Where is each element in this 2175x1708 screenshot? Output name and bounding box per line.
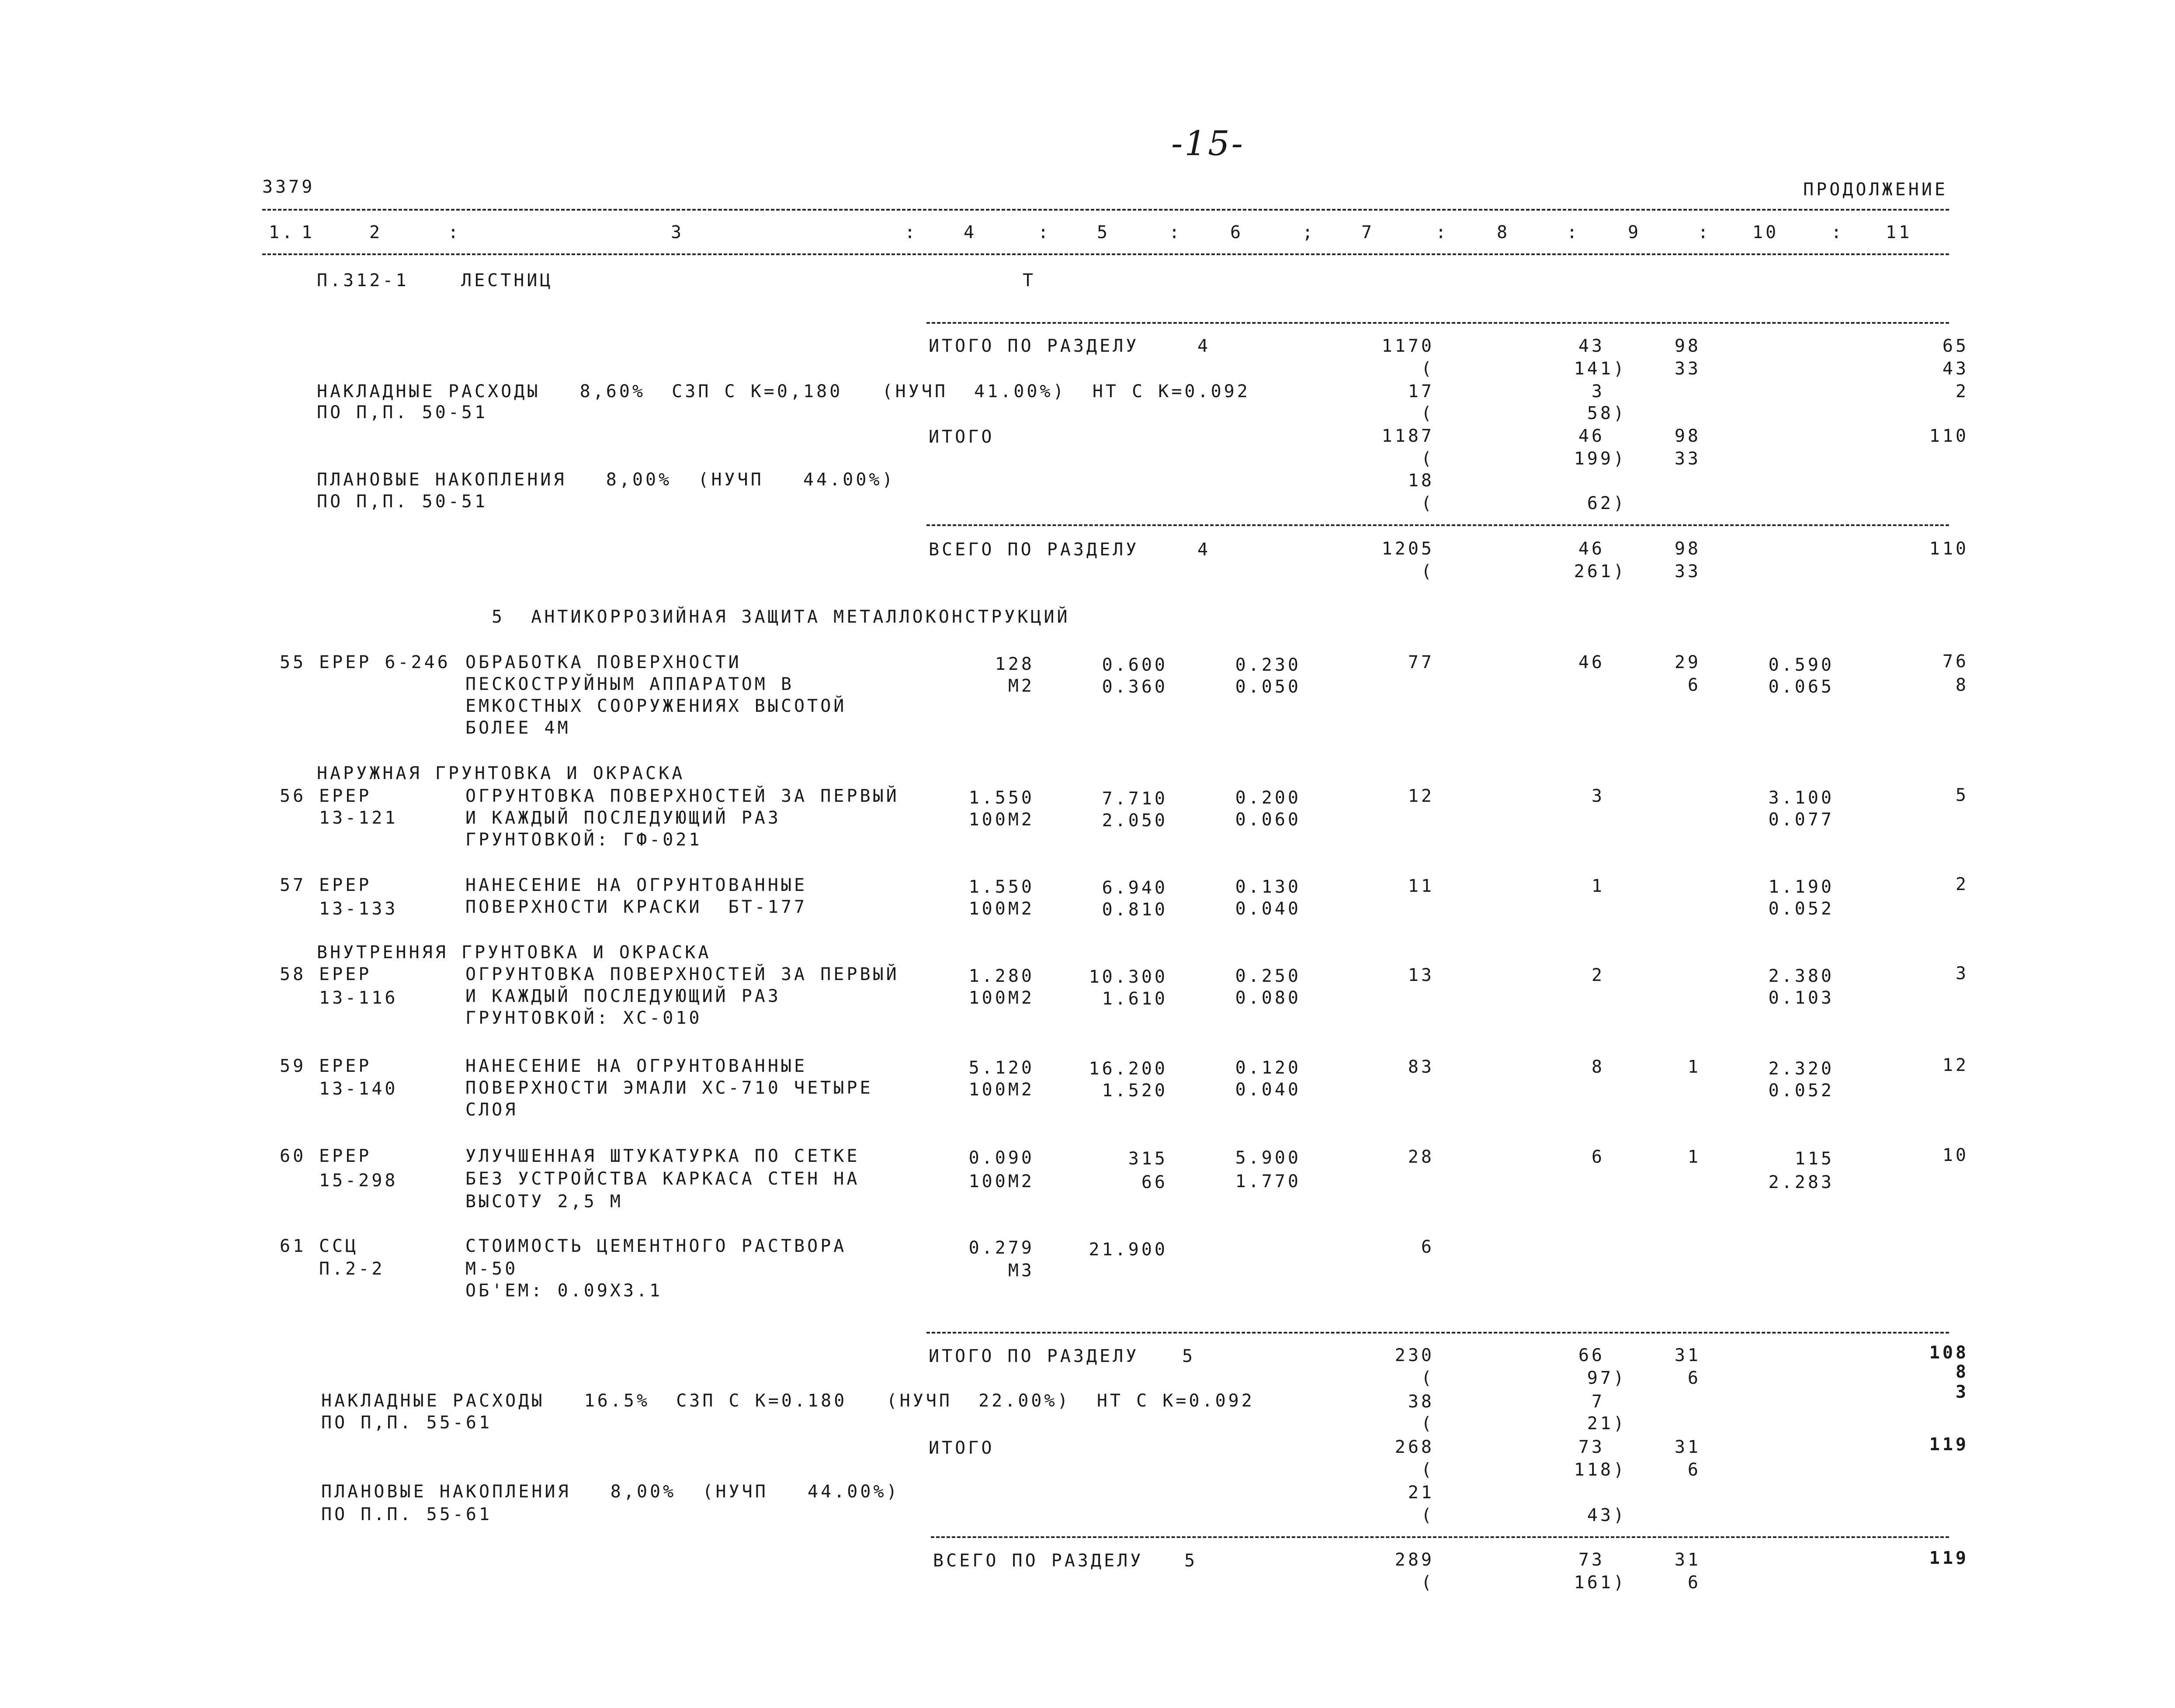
section4-planned-c7b: (	[1421, 493, 1434, 513]
row-c7: 83	[1408, 1057, 1434, 1077]
col-marker: 2	[369, 222, 383, 243]
col-marker: :	[1698, 222, 1711, 243]
row-unit: М3	[1008, 1261, 1034, 1281]
section5-total-c11: 119	[1929, 1548, 1969, 1568]
col-marker: :	[1831, 222, 1845, 243]
row-description: ОБРАБОТКА ПОВЕРХНОСТИ	[465, 652, 742, 672]
section5-itogo-c9: 31	[1674, 1345, 1701, 1365]
section4-total-number: 4	[1197, 540, 1211, 560]
row-c6: 0.040	[1235, 899, 1301, 919]
section5-title: 5 АНТИКОРРОЗИЙНАЯ ЗАЩИТА МЕТАЛЛОКОНСТРУКЦИЙ	[492, 607, 1070, 627]
row-quantity: 128	[995, 654, 1034, 674]
row-description: ПОВЕРХНОСТИ ЭМАЛИ ХС-710 ЧЕТЫРЕ	[465, 1078, 873, 1098]
section5-itogo-c8: 66	[1578, 1345, 1605, 1365]
section5-subtotal-c11: 119	[1929, 1434, 1969, 1455]
row-unit: 100М2	[968, 988, 1034, 1008]
section5-total-c7b: (	[1421, 1573, 1434, 1593]
row-c6: 0.130	[1235, 877, 1301, 897]
col-marker: :	[1436, 222, 1449, 243]
section4-subtotal-c8b: 199)	[1574, 449, 1627, 469]
row-c5: 7.710	[1102, 789, 1168, 809]
section4-overhead-ref: ПО П,П. 50-51	[317, 402, 488, 423]
section4-total-c9: 98	[1674, 539, 1701, 559]
row-c6: 5.900	[1235, 1148, 1301, 1168]
section4-subtotal-c8: 46	[1578, 426, 1605, 446]
section4-subtotal-label: ИТОГО	[929, 427, 995, 447]
row-c5: 0.360	[1102, 677, 1168, 697]
section5-total-label: ВСЕГО ПО РАЗДЕЛУ	[933, 1551, 1144, 1571]
section5-overhead-c7: 38	[1408, 1392, 1434, 1412]
row-c5: 2.050	[1102, 811, 1168, 831]
row-c5: 0.600	[1102, 655, 1168, 675]
section4-itogo-label: ИТОГО ПО РАЗДЕЛУ	[929, 336, 1139, 356]
section4-overhead-c8b: 58)	[1587, 403, 1627, 423]
row-c6: 1.770	[1235, 1171, 1301, 1192]
col-marker: 1	[302, 222, 315, 243]
row-description: ПОВЕРХНОСТИ КРАСКИ БТ-177	[465, 897, 808, 917]
section4-planned-c8b: 62)	[1587, 493, 1627, 513]
section5-subtotal-c7: 268	[1394, 1437, 1434, 1457]
row-quantity: 1.550	[968, 788, 1034, 808]
row-description: БОЛЕЕ 4М	[465, 718, 571, 738]
col-marker: 9	[1628, 222, 1641, 243]
section5-itogo-c11: 108	[1929, 1343, 1969, 1363]
row-unit: 100М2	[968, 1171, 1034, 1192]
col-marker: 4	[964, 222, 977, 243]
section4-overhead-c7b: (	[1421, 403, 1434, 423]
col-marker: :	[1567, 222, 1580, 243]
row-code: ССЦ	[319, 1236, 359, 1256]
section5-overhead-c7b: (	[1421, 1414, 1434, 1434]
top-fragment-code: П.312-1	[317, 270, 409, 291]
section4-subtotal-c7: 1187	[1381, 426, 1434, 446]
col-marker: 3	[671, 222, 684, 243]
section5-subtotal-c7b: (	[1421, 1460, 1434, 1480]
row-c10: 0.103	[1768, 988, 1834, 1008]
row-number: 59	[280, 1056, 306, 1076]
row-c8: 46	[1578, 652, 1605, 672]
row-c10: 3.100	[1768, 788, 1834, 808]
header-bottom-rule	[262, 253, 1949, 255]
row-c9: 1	[1687, 1057, 1701, 1077]
row-c6: 0.080	[1235, 988, 1301, 1008]
row-c9: 1	[1687, 1147, 1701, 1167]
section5-total-rule	[931, 1536, 1949, 1538]
section5-total-c8: 73	[1578, 1550, 1605, 1570]
section5-itogo-number: 5	[1182, 1346, 1196, 1366]
row-c8: 6	[1591, 1147, 1605, 1167]
section4-overhead-c7: 17	[1408, 381, 1434, 402]
subheading-outer-coating: НАРУЖНАЯ ГРУНТОВКА И ОКРАСКА	[317, 763, 685, 783]
section5-total-c8b: 161)	[1574, 1573, 1627, 1593]
row-c11: 76	[1942, 651, 1969, 672]
row-c11: 10	[1942, 1145, 1969, 1165]
row-c11: 2	[1955, 874, 1969, 894]
row-code: ЕРЕР	[319, 964, 372, 984]
row-code: ЕРЕР	[319, 1146, 372, 1166]
section4-totals-rule	[926, 322, 1949, 324]
row-c10: 0.590	[1768, 655, 1834, 675]
section4-total-c9b: 33	[1674, 561, 1701, 582]
section5-itogo-label: ИТОГО ПО РАЗДЕЛУ	[929, 1346, 1139, 1366]
row-c11: 5	[1955, 785, 1969, 805]
row-c7: 11	[1408, 876, 1434, 896]
handwritten-page-number: -15-	[1171, 124, 1245, 163]
row-quantity: 0.279	[968, 1238, 1034, 1258]
subheading-inner-coating: ВНУТРЕННЯЯ ГРУНТОВКА И ОКРАСКА	[317, 942, 711, 963]
row-c10: 0.052	[1768, 899, 1834, 919]
col-marker: 10	[1752, 222, 1779, 243]
section4-itogo-number: 4	[1197, 336, 1211, 356]
row-c5: 315	[1128, 1149, 1168, 1169]
section5-subtotal-c8: 73	[1578, 1437, 1605, 1457]
row-number: 55	[280, 652, 306, 672]
col-marker: 5	[1097, 222, 1110, 243]
row-c7: 77	[1408, 652, 1434, 672]
row-description: М-50	[465, 1259, 518, 1279]
row-c8: 1	[1591, 876, 1605, 896]
section5-totals-rule	[926, 1332, 1949, 1334]
section4-itogo-c9b: 33	[1674, 359, 1701, 379]
section4-itogo-c8b: 141)	[1574, 359, 1627, 379]
row-code: 13-116	[319, 988, 398, 1008]
row-c10: 1.190	[1768, 877, 1834, 897]
row-description: ОБ'ЕМ: 0.09Х3.1	[465, 1281, 663, 1301]
row-c8: 3	[1591, 786, 1605, 806]
section4-overhead-c11: 2	[1955, 381, 1969, 402]
row-c5: 10.300	[1089, 967, 1168, 987]
row-number: 56	[280, 786, 306, 806]
col-marker: :	[1038, 222, 1051, 243]
row-code: ЕРЕР	[319, 786, 372, 806]
row-description: И КАЖДЫЙ ПОСЛЕДУЮЩИЙ РАЗ	[465, 986, 781, 1006]
document-code: 3379	[262, 177, 315, 197]
section5-itogo-c8b: 97)	[1587, 1368, 1627, 1388]
row-c10: 0.052	[1768, 1081, 1834, 1101]
row-c11: 12	[1942, 1055, 1969, 1075]
section4-itogo-c9: 98	[1674, 336, 1701, 356]
row-c5: 1.610	[1102, 989, 1168, 1009]
section4-total-label: ВСЕГО ПО РАЗДЕЛУ	[929, 540, 1139, 560]
section4-subtotal-c9b: 33	[1674, 449, 1701, 469]
row-code: ЕРЕР 6-246	[319, 652, 451, 672]
row-c10: 2.320	[1768, 1059, 1834, 1079]
section4-planned-label: ПЛАНОВЫЕ НАКОПЛЕНИЯ 8,00% (НУЧП 44.00%)	[317, 470, 895, 490]
row-unit: 100М2	[968, 810, 1034, 830]
row-code: П.2-2	[319, 1259, 385, 1279]
row-number: 61	[280, 1236, 306, 1256]
col-marker: 8	[1497, 222, 1510, 243]
section4-subtotal-c11: 110	[1929, 426, 1969, 446]
col-marker: ;	[1302, 222, 1316, 243]
row-description: ГРУНТОВКОЙ: ХС-010	[465, 1008, 702, 1028]
section5-total-c7: 289	[1394, 1550, 1434, 1570]
header-top-rule	[262, 209, 1949, 211]
section5-itogo-c11b: 8	[1955, 1362, 1969, 1382]
section4-total-c8b: 261)	[1574, 561, 1627, 582]
row-c5: 16.200	[1089, 1059, 1168, 1079]
row-c5: 0.810	[1102, 900, 1168, 920]
row-description: И КАЖДЫЙ ПОСЛЕДУЮЩИЙ РАЗ	[465, 808, 781, 828]
row-c5: 66	[1141, 1172, 1168, 1192]
section5-subtotal-c8b: 118)	[1574, 1460, 1627, 1480]
section5-planned-c7: 21	[1408, 1483, 1434, 1503]
row-unit: 100М2	[968, 899, 1034, 919]
row-c6: 0.050	[1235, 677, 1301, 697]
section4-itogo-c7b: (	[1421, 359, 1434, 379]
row-code: 13-133	[319, 899, 398, 919]
row-quantity: 5.120	[968, 1058, 1034, 1078]
row-code: 15-298	[319, 1171, 398, 1191]
section4-total-c7b: (	[1421, 561, 1434, 582]
row-code: ЕРЕР	[319, 875, 372, 895]
row-code: 13-140	[319, 1079, 398, 1099]
row-description: ОГРУНТОВКА ПОВЕРХНОСТЕЙ ЗА ПЕРВЫЙ	[465, 786, 899, 806]
row-c6: 0.040	[1235, 1080, 1301, 1100]
row-code: ЕРЕР	[319, 1056, 372, 1076]
section5-overhead-c8: 7	[1591, 1392, 1605, 1412]
section4-total-rule	[926, 524, 1949, 526]
section5-itogo-c9b: 6	[1687, 1368, 1701, 1388]
section5-total-number: 5	[1184, 1551, 1198, 1571]
section5-subtotal-c9: 31	[1674, 1437, 1701, 1457]
row-unit: 100М2	[968, 1080, 1034, 1100]
section5-overhead-c11: 3	[1955, 1382, 1969, 1402]
section4-overhead-c8: 3	[1591, 381, 1605, 402]
row-description: ОГРУНТОВКА ПОВЕРХНОСТЕЙ ЗА ПЕРВЫЙ	[465, 964, 899, 984]
row-description: ГРУНТОВКОЙ: ГФ-021	[465, 830, 702, 850]
section5-overhead-label: НАКЛАДНЫЕ РАСХОДЫ 16.5% СЗП С К=0.180 (НУЧП 22.00%) НТ С К=0.092	[321, 1391, 1255, 1411]
row-number: 58	[280, 964, 306, 984]
row-c7: 28	[1408, 1147, 1434, 1167]
row-c7: 12	[1408, 786, 1434, 806]
row-c6: 0.120	[1235, 1058, 1301, 1078]
row-description: УЛУЧШЕННАЯ ШТУКАТУРКА ПО СЕТКЕ	[465, 1146, 860, 1166]
row-c10: 0.065	[1768, 677, 1834, 697]
section4-itogo-c11: 65	[1942, 336, 1969, 356]
section5-itogo-c7: 230	[1394, 1345, 1434, 1365]
row-c5: 6.940	[1102, 878, 1168, 898]
row-c10: 0.077	[1768, 810, 1834, 830]
col-marker: 11	[1886, 222, 1912, 243]
row-number: 60	[280, 1146, 306, 1166]
row-c6: 0.230	[1235, 655, 1301, 675]
section5-planned-c8b: 43)	[1587, 1505, 1627, 1525]
row-c8: 2	[1591, 965, 1605, 985]
section4-itogo-c11b: 43	[1942, 359, 1969, 379]
row-description: НАНЕСЕНИЕ НА ОГРУНТОВАННЫЕ	[465, 875, 808, 895]
row-c10: 2.283	[1768, 1172, 1834, 1192]
section4-itogo-c8: 43	[1578, 336, 1605, 356]
section5-total-c9b: 6	[1687, 1573, 1701, 1593]
row-c10: 115	[1794, 1149, 1834, 1169]
section4-planned-c7: 18	[1408, 471, 1434, 491]
section5-total-c9: 31	[1674, 1550, 1701, 1570]
row-c7: 6	[1421, 1237, 1434, 1257]
row-quantity: 1.280	[968, 966, 1034, 986]
col-marker: :	[448, 222, 461, 243]
row-description: ВЫСОТУ 2,5 М	[465, 1192, 623, 1212]
row-c8: 8	[1591, 1057, 1605, 1077]
row-c6: 0.250	[1235, 966, 1301, 986]
section4-itogo-c7: 1170	[1381, 336, 1434, 356]
row-c9: 6	[1687, 675, 1701, 695]
section5-itogo-c7b: (	[1421, 1368, 1434, 1388]
section5-overhead-c8b: 21)	[1587, 1414, 1627, 1434]
row-c7: 13	[1408, 965, 1434, 985]
section4-subtotal-c9: 98	[1674, 426, 1701, 446]
row-description: СЛОЯ	[465, 1100, 518, 1120]
top-fragment-name: ЛЕСТНИЦ	[461, 270, 553, 291]
section5-subtotal-label: ИТОГО	[929, 1438, 995, 1458]
row-c5: 21.900	[1089, 1240, 1168, 1260]
col-marker: 6	[1230, 222, 1244, 243]
section4-total-c8: 46	[1578, 539, 1605, 559]
row-number: 57	[280, 875, 306, 895]
section5-subtotal-c9b: 6	[1687, 1460, 1701, 1480]
row-c5: 1.520	[1102, 1081, 1168, 1101]
section5-overhead-ref: ПО П,П. 55-61	[321, 1413, 493, 1433]
col-marker: :	[905, 222, 918, 243]
row-quantity: 1.550	[968, 877, 1034, 897]
row-unit: М2	[1008, 676, 1034, 696]
row-code: 13-121	[319, 808, 398, 828]
col-marker: 7	[1361, 222, 1375, 243]
continuation-label: ПРОДОЛЖЕНИЕ	[1803, 180, 1948, 200]
row-c11: 3	[1955, 963, 1969, 984]
row-description: БЕЗ УСТРОЙСТВА КАРКАСА СТЕН НА	[465, 1169, 860, 1189]
section5-planned-ref: ПО П.П. 55-61	[321, 1504, 493, 1524]
section4-overhead-label: НАКЛАДНЫЕ РАСХОДЫ 8,60% СЗП С К=0,180 (НУЧП 41.00%) НТ С К=0.092	[317, 381, 1250, 402]
row-description: ПЕСКОСТРУЙНЫМ АППАРАТОМ В	[465, 674, 794, 694]
section4-planned-ref: ПО П,П. 50-51	[317, 492, 488, 512]
section5-planned-label: ПЛАНОВЫЕ НАКОПЛЕНИЯ 8,00% (НУЧП 44.00%)	[321, 1482, 900, 1502]
col-marker: 1.	[269, 222, 295, 243]
section5-planned-c7b: (	[1421, 1505, 1434, 1525]
top-fragment-unit: Т	[1023, 270, 1036, 291]
row-description: СТОИМОСТЬ ЦЕМЕНТНОГО РАСТВОРА	[465, 1236, 847, 1256]
row-c6: 0.060	[1235, 810, 1301, 830]
row-description: НАНЕСЕНИЕ НА ОГРУНТОВАННЫЕ	[465, 1056, 808, 1076]
row-description: ЕМКОСТНЫХ СООРУЖЕНИЯХ ВЫСОТОЙ	[465, 696, 847, 716]
row-quantity: 0.090	[968, 1148, 1034, 1168]
section4-total-c7: 1205	[1381, 539, 1434, 559]
row-c6: 0.200	[1235, 788, 1301, 808]
col-marker: :	[1169, 222, 1183, 243]
row-c10: 2.380	[1768, 966, 1834, 986]
row-c9: 29	[1674, 652, 1701, 672]
section4-total-c11: 110	[1929, 539, 1969, 559]
section4-subtotal-c7b: (	[1421, 449, 1434, 469]
row-c11: 8	[1955, 675, 1969, 695]
